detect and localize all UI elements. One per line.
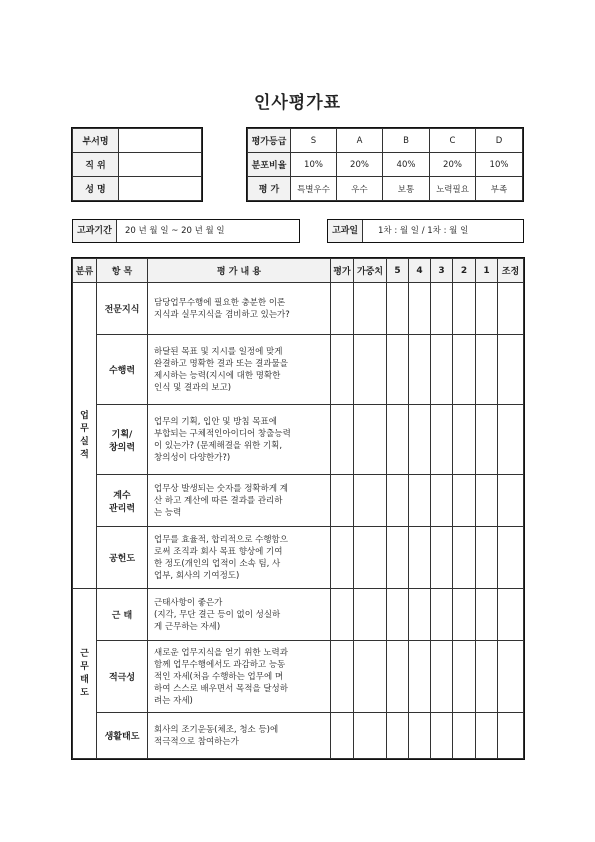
score-4-cell[interactable] — [409, 283, 431, 335]
item-name: 전문지식 — [97, 283, 148, 335]
eval-c: 노력필요 — [430, 177, 476, 201]
score-3-cell[interactable] — [431, 527, 453, 589]
score-2-cell[interactable] — [453, 405, 476, 475]
weight-cell[interactable] — [354, 713, 387, 759]
name-label: 성 명 — [73, 177, 119, 201]
adjust-cell[interactable] — [498, 527, 524, 589]
dist-d: 10% — [476, 153, 523, 177]
score-2-cell[interactable] — [453, 475, 476, 527]
score-2-cell[interactable] — [453, 713, 476, 759]
score-1-cell[interactable] — [476, 641, 498, 713]
score-2-cell[interactable] — [453, 527, 476, 589]
grade-b: B — [383, 129, 430, 153]
score-3-cell[interactable] — [431, 475, 453, 527]
weight-cell[interactable] — [354, 641, 387, 713]
dist-c: 20% — [430, 153, 476, 177]
table-row — [73, 527, 524, 589]
dept-field[interactable] — [119, 129, 202, 153]
dist-a: 20% — [337, 153, 383, 177]
adjust-cell[interactable] — [498, 713, 524, 759]
score-2-cell[interactable] — [453, 641, 476, 713]
table-row — [73, 405, 524, 475]
score-eval-cell[interactable] — [331, 405, 354, 475]
review-period-value[interactable]: 20 년 월 일 ~ 20 년 월 일 — [125, 226, 225, 236]
adjust-cell[interactable] — [498, 475, 524, 527]
score-1-cell[interactable] — [476, 335, 498, 405]
score-5-cell[interactable] — [387, 641, 409, 713]
score-4-cell[interactable] — [409, 335, 431, 405]
score-5-cell[interactable] — [387, 283, 409, 335]
table-row — [73, 641, 524, 713]
score-4-cell[interactable] — [409, 589, 431, 641]
item-description: 업무의 기획, 입안 및 방침 목표에 부합되는 구체적인아이디어 창출능력 이 있는가? (문제해결을 위한 기획, 창의성이 다양한가?) — [148, 405, 331, 475]
name-field[interactable] — [119, 177, 202, 201]
score-eval-cell[interactable] — [331, 713, 354, 759]
item-name: 생활태도 — [97, 713, 148, 759]
review-day-box — [327, 219, 524, 243]
table-header-10: 조정 — [498, 259, 524, 283]
score-3-cell[interactable] — [431, 405, 453, 475]
score-4-cell[interactable] — [409, 475, 431, 527]
item-name: 적극성 — [97, 641, 148, 713]
score-1-cell[interactable] — [476, 713, 498, 759]
score-3-cell[interactable] — [431, 713, 453, 759]
adjust-cell[interactable] — [498, 641, 524, 713]
score-4-cell[interactable] — [409, 641, 431, 713]
dept-label: 부서명 — [73, 129, 119, 153]
score-3-cell[interactable] — [431, 283, 453, 335]
weight-cell[interactable] — [354, 283, 387, 335]
weight-cell[interactable] — [354, 335, 387, 405]
score-eval-cell[interactable] — [331, 335, 354, 405]
score-4-cell[interactable] — [409, 713, 431, 759]
item-description: 회사의 조기운동(체조, 청소 등)에 적극적으로 참여하는가 — [148, 713, 331, 759]
table-header-3: 평가 — [331, 259, 354, 283]
eval-b: 보통 — [383, 177, 430, 201]
position-label: 직 위 — [73, 153, 119, 177]
eval-s: 특별우수 — [291, 177, 337, 201]
item-description: 업무상 발생되는 숫자를 정확하게 계 산 하고 계산에 따른 결과를 관리하 는 능력 — [148, 475, 331, 527]
score-1-cell[interactable] — [476, 405, 498, 475]
item-name: 근 태 — [97, 589, 148, 641]
review-period-label: 고과기간 — [73, 220, 117, 242]
adjust-cell[interactable] — [498, 283, 524, 335]
table-row — [73, 283, 524, 335]
table-header-9: 1 — [476, 259, 498, 283]
score-eval-cell[interactable] — [331, 527, 354, 589]
adjust-cell[interactable] — [498, 405, 524, 475]
score-5-cell[interactable] — [387, 475, 409, 527]
score-5-cell[interactable] — [387, 335, 409, 405]
item-description: 하달된 목표 및 지시를 일정에 맞게 완결하고 명확한 결과 또는 결과물을 제시하는 능력(지시에 대한 명확한 인식 및 결과의 보고) — [148, 335, 331, 405]
score-eval-cell[interactable] — [331, 475, 354, 527]
review-period-box — [72, 219, 300, 243]
item-name: 계수 관리력 — [97, 475, 148, 527]
item-name: 기획/ 창의력 — [97, 405, 148, 475]
adjust-cell[interactable] — [498, 335, 524, 405]
score-5-cell[interactable] — [387, 589, 409, 641]
table-header-0: 분류 — [73, 259, 97, 283]
grade-a: A — [337, 129, 383, 153]
score-3-cell[interactable] — [431, 589, 453, 641]
eval-a: 우수 — [337, 177, 383, 201]
dist-b: 40% — [383, 153, 430, 177]
score-1-cell[interactable] — [476, 527, 498, 589]
score-3-cell[interactable] — [431, 335, 453, 405]
eval-d: 부족 — [476, 177, 523, 201]
score-4-cell[interactable] — [409, 527, 431, 589]
table-row — [73, 475, 524, 527]
item-description: 근태사항이 좋은가 (지각, 무단 결근 등이 없이 성실하 게 근무하는 자세) — [148, 589, 331, 641]
eval-label: 평 가 — [248, 177, 291, 201]
category-label: 근 무 태 도 — [73, 589, 97, 759]
evaluation-table — [72, 258, 524, 759]
score-5-cell[interactable] — [387, 405, 409, 475]
grade-c: C — [430, 129, 476, 153]
review-day-label: 고과일 — [328, 220, 363, 242]
score-2-cell[interactable] — [453, 283, 476, 335]
table-header-4: 가중치 — [354, 259, 387, 283]
weight-cell[interactable] — [354, 405, 387, 475]
table-header-8: 2 — [453, 259, 476, 283]
grade-s: S — [291, 129, 337, 153]
table-header-6: 4 — [409, 259, 431, 283]
weight-cell[interactable] — [354, 589, 387, 641]
adjust-cell[interactable] — [498, 589, 524, 641]
table-row — [73, 713, 524, 759]
score-4-cell[interactable] — [409, 405, 431, 475]
table-row — [73, 335, 524, 405]
item-name: 수행력 — [97, 335, 148, 405]
score-5-cell[interactable] — [387, 713, 409, 759]
page-title: 인사평가표 — [253, 93, 342, 113]
score-1-cell[interactable] — [476, 283, 498, 335]
category-label: 업 무 실 적 — [73, 283, 97, 589]
grade-table — [247, 128, 523, 201]
table-header-7: 3 — [431, 259, 453, 283]
score-3-cell[interactable] — [431, 641, 453, 713]
score-eval-cell[interactable] — [331, 283, 354, 335]
grade-d: D — [476, 129, 523, 153]
review-day-value[interactable]: 1차 : 월 일 / 1차 : 월 일 — [378, 226, 469, 236]
weight-cell[interactable] — [354, 527, 387, 589]
grade-header: 평가등급 — [248, 129, 291, 153]
table-header-5: 5 — [387, 259, 409, 283]
score-eval-cell[interactable] — [331, 641, 354, 713]
dist-label: 분포비율 — [248, 153, 291, 177]
item-description: 새로운 업무지식을 얻기 위한 노력과 함께 업무수행에서도 과감하고 능동 적인 자세(처음 수행하는 업무에 며 하여 스스로 배우면서 목적을 달성하 려는 자세) — [148, 641, 331, 713]
score-1-cell[interactable] — [476, 589, 498, 641]
item-name: 공헌도 — [97, 527, 148, 589]
score-eval-cell[interactable] — [331, 589, 354, 641]
item-description: 업무를 효율적, 합리적으로 수행함으 로써 조직과 회사 목표 향상에 기여 한 정도(개인의 업적이 소속 팀, 사 업부, 회사의 기여정도) — [148, 527, 331, 589]
score-2-cell[interactable] — [453, 335, 476, 405]
dist-s: 10% — [291, 153, 337, 177]
score-5-cell[interactable] — [387, 527, 409, 589]
weight-cell[interactable] — [354, 475, 387, 527]
position-field[interactable] — [119, 153, 202, 177]
score-2-cell[interactable] — [453, 589, 476, 641]
table-row — [73, 589, 524, 641]
table-header-1: 항 목 — [97, 259, 148, 283]
score-1-cell[interactable] — [476, 475, 498, 527]
table-header-2: 평 가 내 용 — [148, 259, 331, 283]
item-description: 담당업무수행에 필요한 충분한 이론 지식과 실무지식을 겸비하고 있는가? — [148, 283, 331, 335]
personal-info-table — [72, 128, 202, 201]
